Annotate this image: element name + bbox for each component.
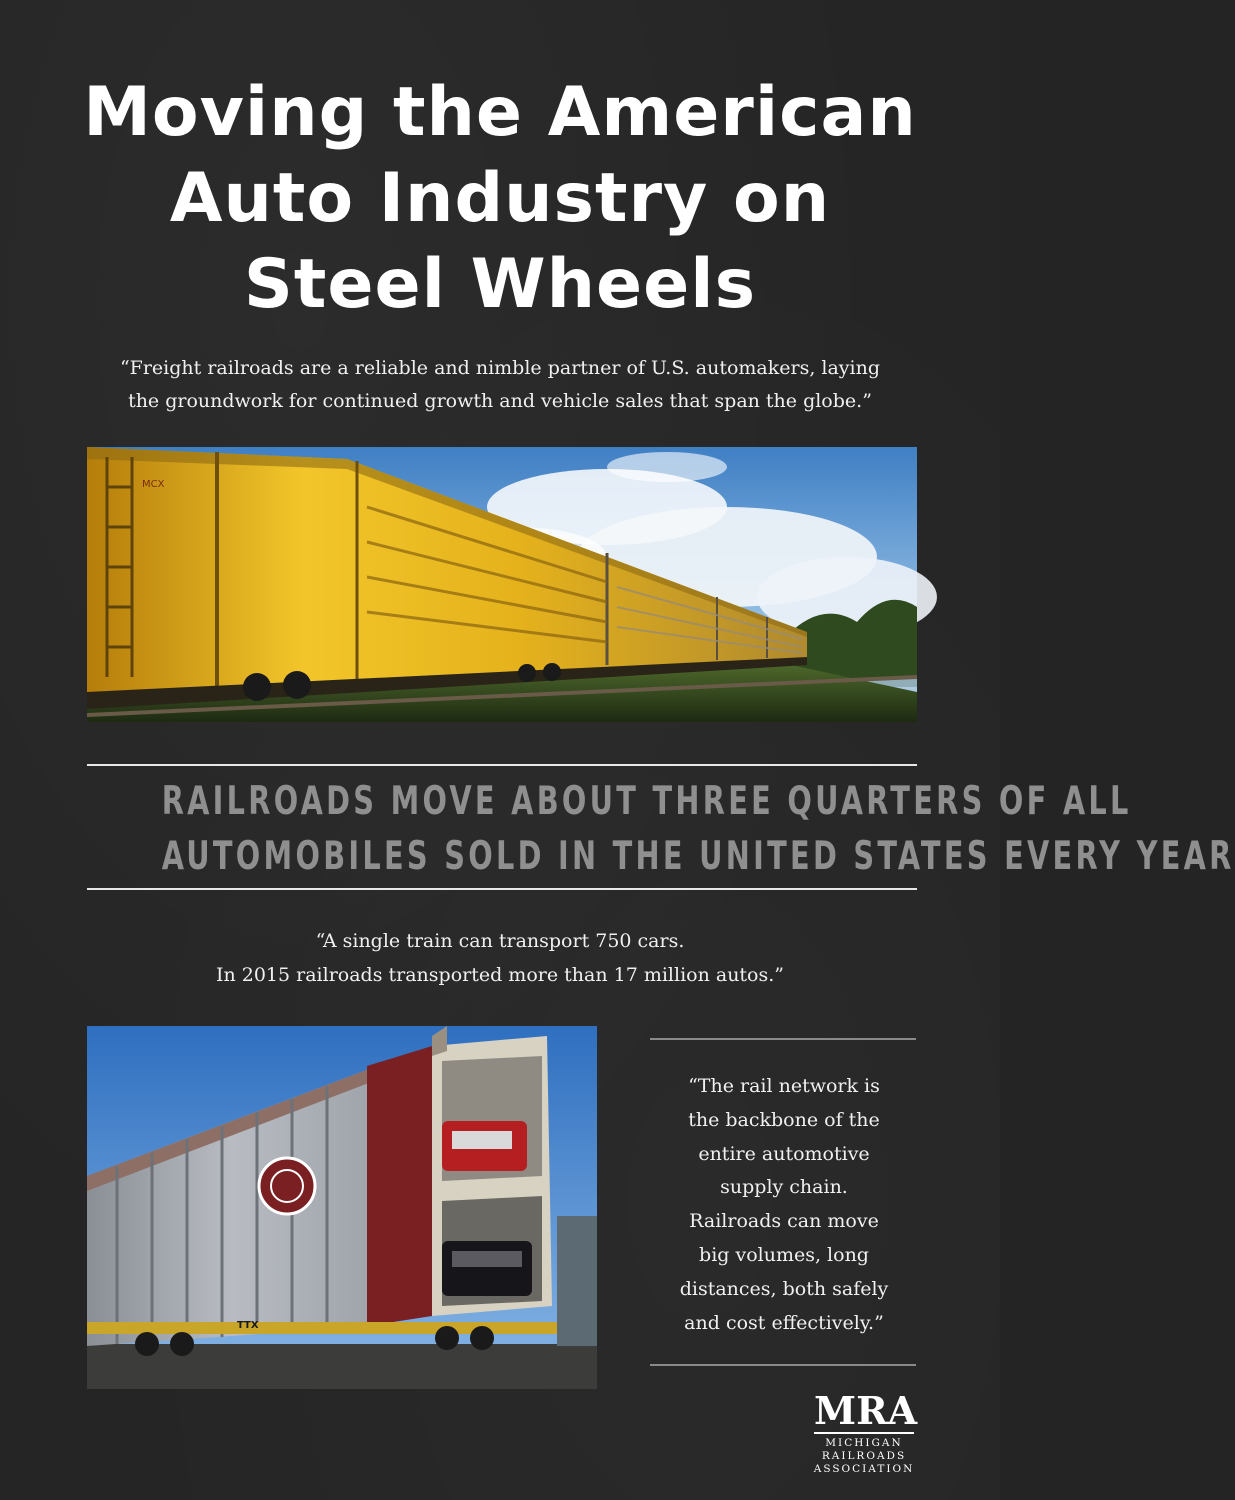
headline-statistic (161, 774, 1235, 884)
autorack-train-illustration (87, 447, 917, 722)
title-line: Steel Wheels (243, 245, 757, 324)
page-title (40, 70, 960, 328)
quote-line: distances, both safely (679, 1277, 889, 1300)
headline-line: AUTOMOBILES SOLD IN THE UNITED STATES EVERY YEAR (161, 834, 1235, 879)
logo-mark: MRA (814, 1388, 918, 1433)
quote-line: “A single train can transport 750 cars. (315, 930, 685, 952)
autorack-train-photo (87, 447, 917, 722)
supply-chain-quote (652, 1070, 916, 1340)
quote-line: big volumes, long (699, 1243, 869, 1266)
quote-line: the backbone of the (688, 1108, 880, 1131)
quote-rule-bottom (650, 1364, 916, 1366)
quote-line: In 2015 railroads transported more than 17 million autos.” (215, 964, 785, 986)
logo-line: ASSOCIATION (813, 1463, 915, 1475)
divider-bottom (87, 888, 917, 890)
loaded-autorack-photo (87, 1026, 597, 1389)
railcar-marking: MCX (142, 479, 165, 490)
quote-line: “The rail network is (688, 1075, 880, 1097)
quote-line: supply chain. (720, 1176, 848, 1199)
logo-line: RAILROADS (821, 1450, 907, 1462)
quote-line: “Freight railroads are a reliable and nimble partner of U.S. automakers, laying (119, 357, 881, 379)
mra-logo (812, 1388, 918, 1476)
title-line: Moving the American (83, 73, 917, 152)
railcar-marking: TTX (237, 1320, 259, 1331)
logo-line: MICHIGAN (825, 1437, 903, 1449)
quote-rule-top (650, 1038, 916, 1040)
quote-line: entire automotive (698, 1142, 870, 1165)
intro-quote (80, 352, 920, 418)
logo-subtitle (812, 1437, 916, 1476)
divider-top (87, 764, 917, 766)
quote-line: Railroads can move (689, 1210, 879, 1233)
loaded-autorack-illustration (87, 1026, 597, 1389)
headline-line: RAILROADS MOVE ABOUT THREE QUARTERS OF ALL (161, 779, 1132, 824)
title-line: Auto Industry on (169, 159, 831, 238)
quote-line: the groundwork for continued growth and vehicle sales that span the globe.” (128, 390, 872, 412)
capacity-quote (120, 924, 880, 992)
quote-line: and cost effectively.” (684, 1311, 884, 1334)
